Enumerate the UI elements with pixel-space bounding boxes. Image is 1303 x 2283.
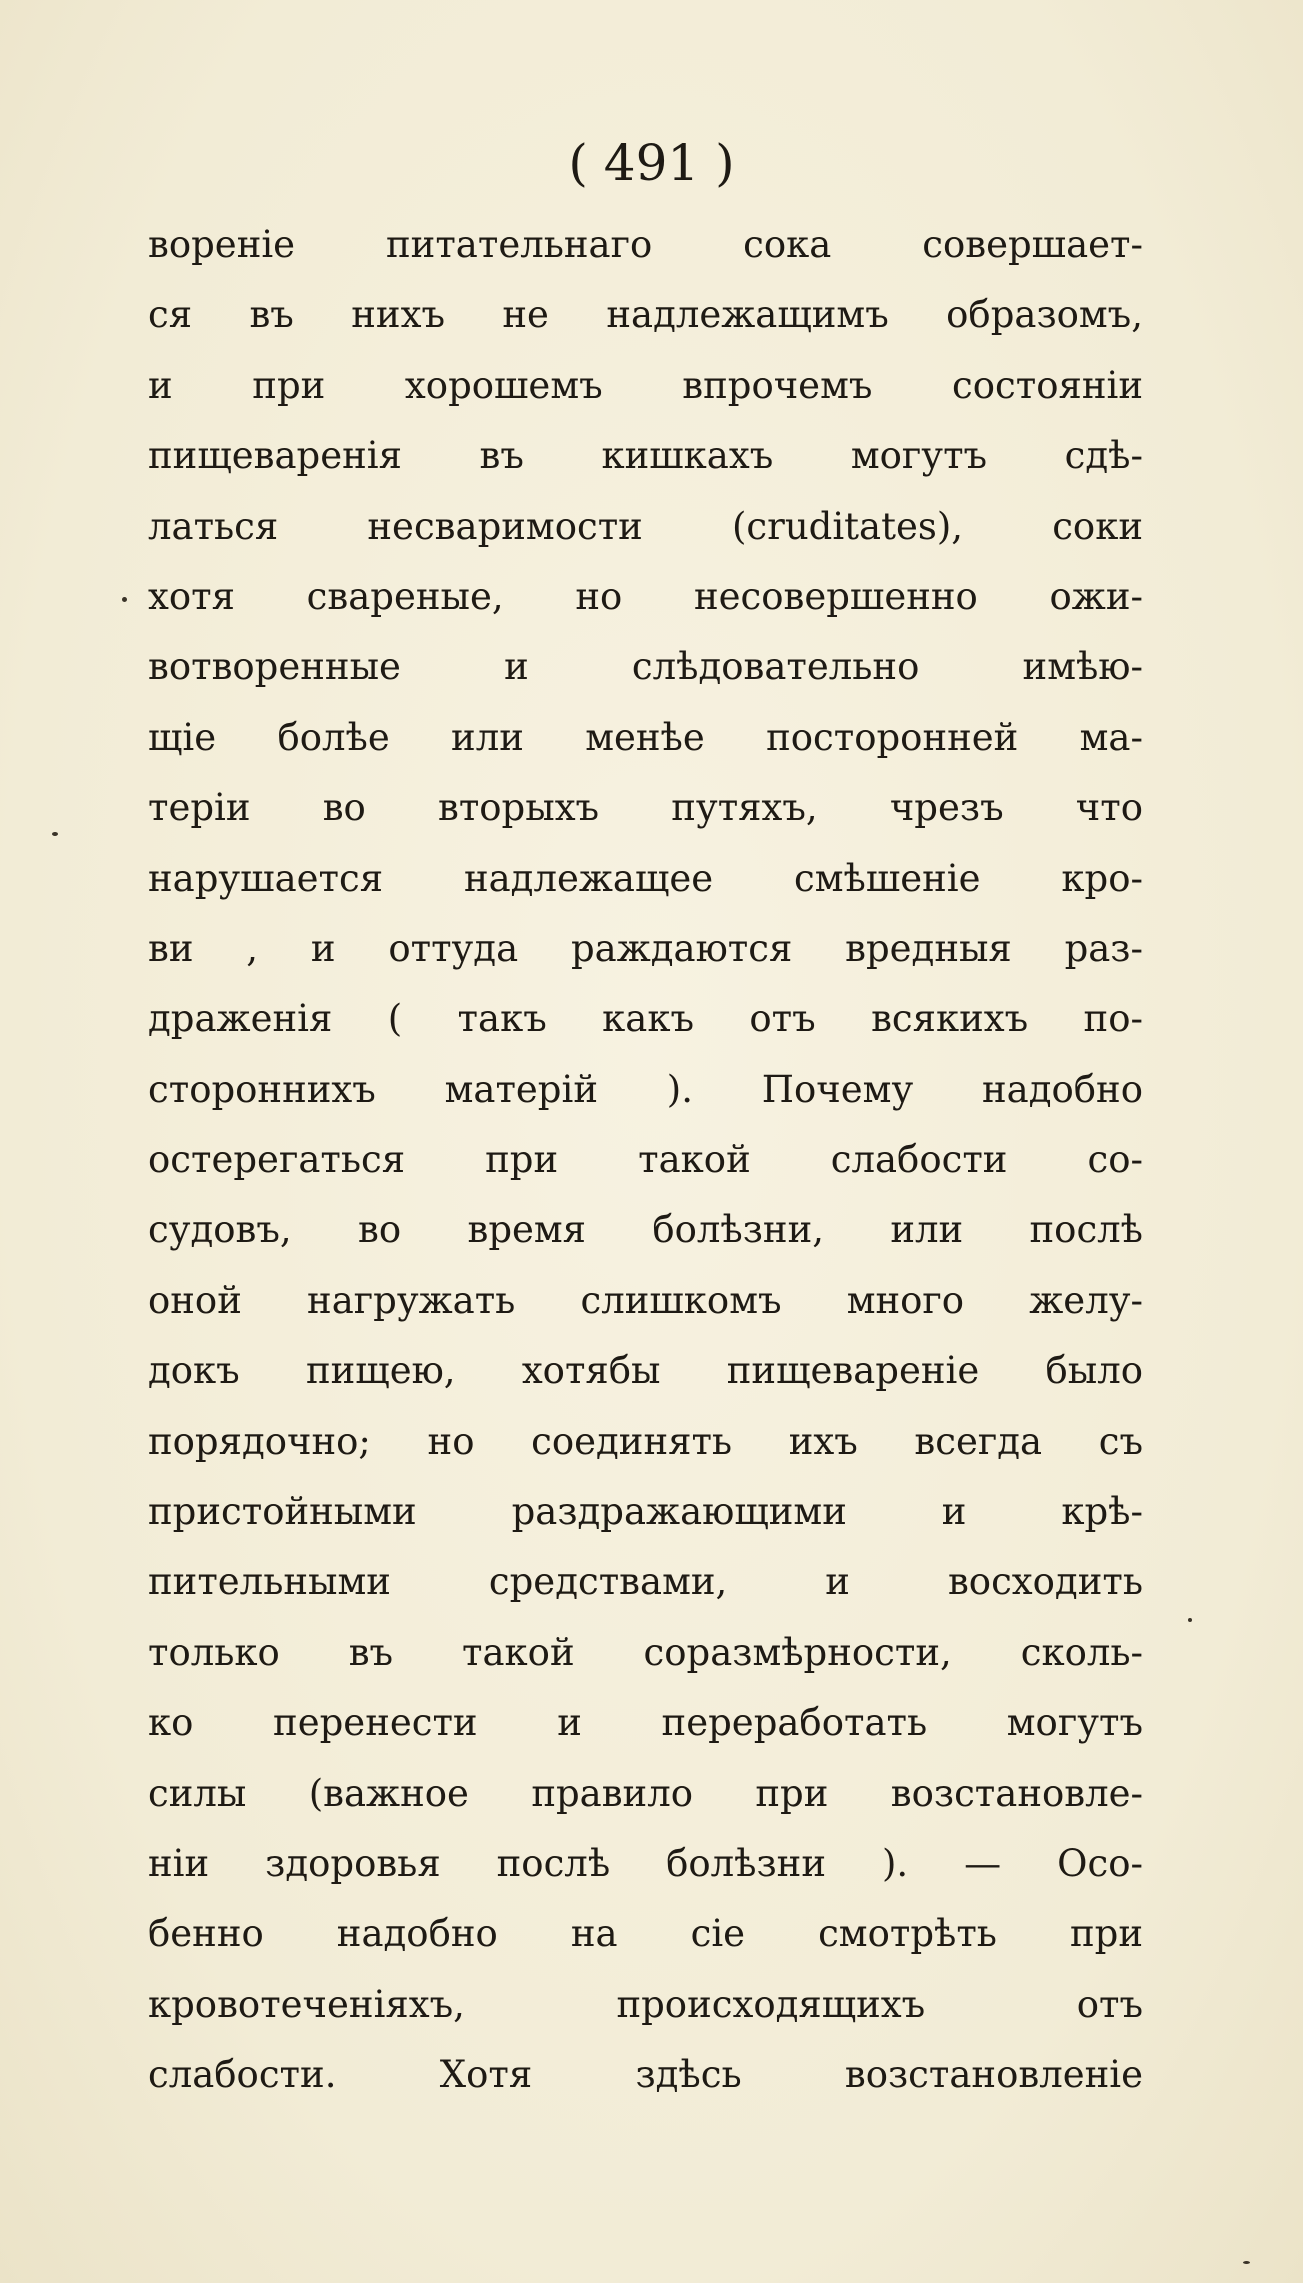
text-line: порядочно; но соединять ихъ всегда съ: [148, 1419, 1143, 1463]
text-line: стороннихъ матерій ). Почему надобно: [148, 1067, 1143, 1111]
text-line: теріи во вторыхъ путяхъ, чрезъ что: [148, 786, 1143, 830]
text-line: вореніе питательнаго сока совершает-: [148, 223, 1143, 266]
text-line: пристойными раздражающими и крѣ-: [148, 1490, 1143, 1534]
text-line: слабости. Хотя здѣсь возстановленіе: [148, 2053, 1143, 2097]
text-line: драженія ( такъ какъ отъ всякихъ по-: [148, 997, 1143, 1041]
text-line: пищеваренія въ кишкахъ могутъ сдѣ-: [148, 434, 1143, 478]
ink-speck: [52, 832, 58, 836]
text-line: ви , и оттуда раждаются вредныя раз-: [148, 926, 1143, 970]
text-line: докъ пищею, хотябы пищевареніе было: [148, 1349, 1143, 1393]
text-line: и при хорошемъ впрочемъ состояніи: [148, 363, 1143, 407]
text-line: только въ такой соразмѣрности, сколь-: [148, 1630, 1143, 1674]
text-line: латься несваримости (cruditates), соки: [148, 504, 1143, 548]
text-line: пительными средствами, и восходить: [148, 1560, 1143, 1604]
page-number: ( 491 ): [568, 134, 735, 192]
ink-speck: [1243, 2261, 1250, 2264]
body-text: [148, 210, 1143, 2111]
ink-speck: [1188, 1618, 1192, 1622]
text-line: нарушается надлежащее смѣшеніе кро-: [148, 856, 1143, 900]
text-line: оной нагружать слишкомъ много желу-: [148, 1278, 1143, 1322]
text-line: кровотеченіяхъ, происходящихъ отъ: [148, 1982, 1143, 2026]
text-line: остерегаться при такой слабости со-: [148, 1138, 1143, 1182]
text-line: судовъ, во время болѣзни, или послѣ: [148, 1208, 1143, 1252]
text-line: силы (важное правило при возстановле-: [148, 1771, 1143, 1815]
text-line: ніи здоровья послѣ болѣзни ). — Осо-: [148, 1841, 1143, 1885]
text-line: ко перенести и переработать могутъ: [148, 1701, 1143, 1745]
text-line: вотворенные и слѣдовательно имѣю-: [148, 645, 1143, 689]
text-line: хотя свареные, но несовершенно ожи-: [148, 574, 1143, 618]
text-line: ся въ нихъ не надлежащимъ образомъ,: [148, 293, 1143, 337]
text-line: щіе болѣе или менѣе посторонней ма-: [148, 715, 1143, 759]
text-line: бенно надобно на сіе смотрѣть при: [148, 1912, 1143, 1956]
ink-speck: [122, 597, 127, 602]
